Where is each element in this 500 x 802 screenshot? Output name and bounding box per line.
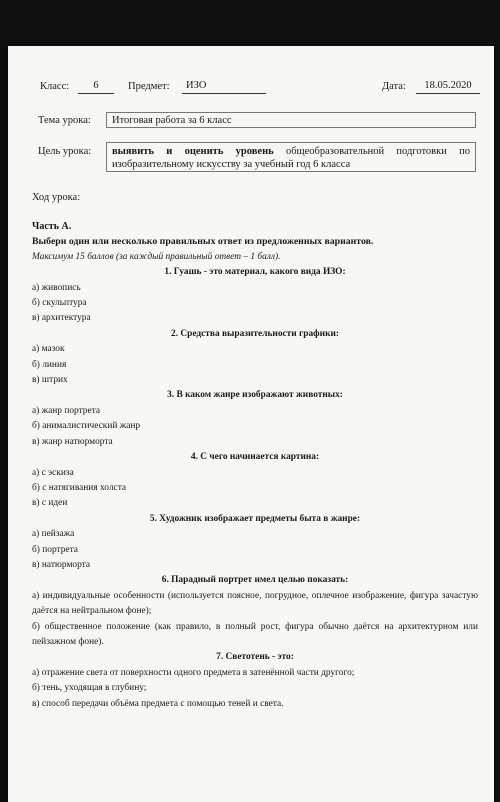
topic-value: Итоговая работа за 6 класс bbox=[106, 112, 476, 128]
question-3: 3. В каком жанре изображают животных: bbox=[167, 390, 343, 401]
topic-row bbox=[32, 112, 478, 130]
goal-bold-text: выявить и оценить уровень bbox=[112, 146, 274, 157]
subject-value: ИЗО bbox=[182, 78, 266, 94]
question-5: 5. Художник изображает предметы быта в жанре: bbox=[149, 513, 361, 524]
part-note: Максимум 15 баллов (за каждый правильный ответ – 1 балл). bbox=[32, 251, 281, 262]
option: б) скульптура bbox=[32, 298, 87, 309]
test-body bbox=[32, 219, 478, 712]
option: б) портрета bbox=[32, 544, 78, 555]
part-title: Часть А. bbox=[32, 221, 72, 232]
option: в) способ передачи объёма предмета с помощью теней и света. bbox=[32, 698, 284, 709]
option: а) живопись bbox=[32, 282, 81, 293]
option: а) индивидуальные особенности (используется поясное, погрудное, оплечное изображение, фигура зачастую даётся на нейтральном фоне); bbox=[32, 590, 478, 617]
option: б) с натягивания холста bbox=[32, 482, 127, 493]
option: а) пейзажа bbox=[32, 529, 75, 540]
lesson-label: Ход урока: bbox=[32, 192, 81, 203]
goal-rest-text: общеобразовательной подготовки по изобразительному искусству за учебный год 6 класса bbox=[112, 146, 470, 170]
option: б) тень, уходящая в глубину; bbox=[32, 683, 147, 694]
date-label: Дата: bbox=[382, 81, 406, 92]
option: а) жанр портрета bbox=[32, 405, 101, 416]
option: в) с идеи bbox=[32, 498, 68, 509]
option: в) жанр натюрморта bbox=[32, 436, 113, 447]
header-section bbox=[32, 78, 478, 174]
question-6: 6. Парадный портрет имел целью показать: bbox=[161, 575, 349, 586]
question-7: 7. Светотень - это: bbox=[216, 652, 294, 663]
question-4: 4. С чего начинается картина: bbox=[190, 452, 320, 463]
option: б) линия bbox=[32, 359, 67, 370]
question-2: 2. Средства выразительности графики: bbox=[170, 328, 339, 339]
option: а) отражение света от поверхности одного предмета в затенённой части другого; bbox=[32, 667, 355, 678]
part-instruction: Выбери один или несколько правильных ответ из предложенных вариантов. bbox=[32, 236, 374, 248]
option: б) анималистический жанр bbox=[32, 421, 141, 432]
option: в) натюрморта bbox=[32, 559, 91, 570]
option: а) с эскиза bbox=[32, 467, 74, 478]
subject-label: Предмет: bbox=[128, 81, 170, 92]
worksheet-content bbox=[32, 78, 478, 712]
goal-value bbox=[106, 142, 476, 172]
option: б) общественное положение (как правило, в полный рост, фигура обычно даётся на архитектурном или пейзажном фоне). bbox=[32, 621, 478, 647]
option: в) архитектура bbox=[32, 313, 91, 324]
goal-row bbox=[32, 142, 478, 174]
question-1: 1. Гуашь - это материал, какого вида ИЗО: bbox=[164, 267, 346, 278]
header-row bbox=[32, 78, 478, 96]
goal-label: Цель урока: bbox=[38, 146, 92, 157]
option: в) штрих bbox=[32, 375, 68, 386]
date-value: 18.05.2020 bbox=[416, 78, 480, 94]
topic-label: Тема урока: bbox=[38, 115, 91, 126]
class-label: Класс: bbox=[40, 81, 70, 92]
class-value: 6 bbox=[78, 78, 114, 94]
worksheet-page bbox=[8, 46, 494, 802]
option: а) мазок bbox=[32, 344, 65, 355]
